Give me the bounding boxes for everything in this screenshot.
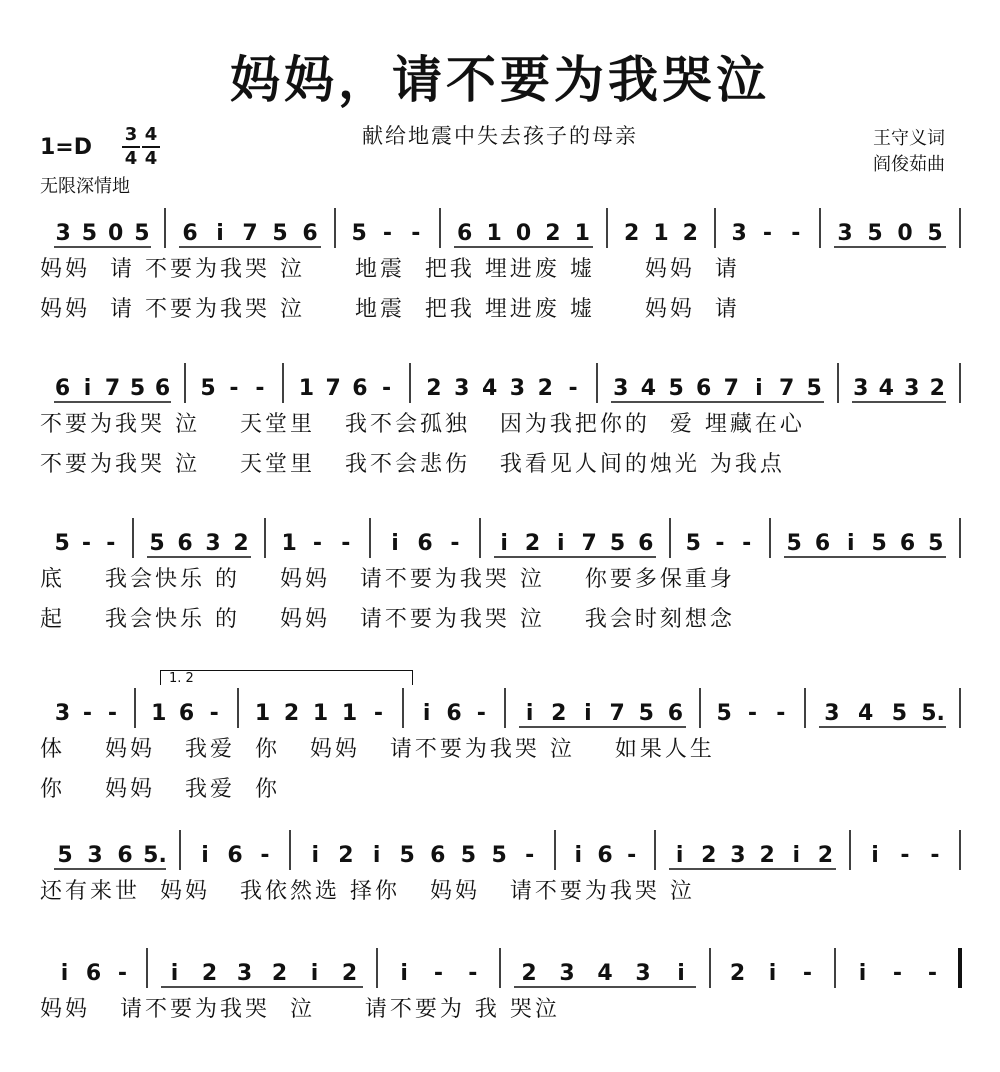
note: 4 — [481, 376, 498, 401]
note: 2 — [729, 961, 746, 986]
note: 5. — [143, 843, 167, 868]
lyrics-verse-2: 不要为我哭 泣 天堂里 我不会悲伤 我看见人间的烛光 为我点 — [40, 452, 785, 477]
lyrics-verse-1: 还有来世 妈妈 我依然选 择你 妈妈 请不要为我哭 泣 — [40, 879, 695, 904]
note: 7 — [723, 376, 739, 401]
note: - — [927, 961, 938, 986]
note: 3 — [559, 961, 575, 986]
note: - — [373, 701, 384, 726]
note: 3 — [454, 376, 470, 401]
note: 7 — [104, 376, 121, 401]
note: 3 — [730, 843, 746, 868]
note: 0 — [897, 221, 913, 246]
note: 1 — [486, 221, 502, 246]
note: 5 — [668, 376, 684, 401]
note: 2 — [701, 843, 717, 868]
note: 5 — [638, 701, 654, 726]
note: 2 — [426, 376, 442, 401]
note: - — [742, 531, 752, 556]
note: 6 — [597, 843, 613, 868]
note: 3 — [205, 531, 221, 556]
note: 5 — [272, 221, 288, 246]
note: 5 — [81, 221, 98, 246]
note: 5 — [134, 221, 150, 246]
note: 5 — [928, 531, 944, 556]
note: 2 — [338, 843, 354, 868]
note: 6 — [899, 531, 916, 556]
note: - — [776, 701, 786, 726]
note: - — [82, 701, 93, 726]
note: i — [584, 701, 592, 726]
note: i — [847, 531, 855, 556]
note: - — [627, 843, 637, 868]
note: 6 — [417, 531, 433, 556]
note: 5 — [867, 221, 883, 246]
note: 2 — [545, 221, 561, 246]
note: i — [755, 376, 763, 401]
lyrics-verse-2: 妈妈 请 不要为我哭 泣 地震 把我 埋进废 墟 妈妈 请 — [40, 297, 740, 322]
note: 3 — [837, 221, 853, 246]
note: 2 — [759, 843, 775, 868]
dedication-subtitle: 献给地震中失去孩子的母亲 — [362, 124, 638, 148]
note: 5 — [399, 843, 415, 868]
note: - — [117, 961, 128, 986]
note: 3 — [904, 376, 920, 401]
note: 3 — [824, 701, 840, 726]
note: - — [341, 531, 351, 556]
note: - — [468, 961, 478, 986]
note: - — [892, 961, 903, 986]
note: 2 — [817, 843, 834, 868]
note: 3 — [236, 961, 253, 986]
tempo-marking: 无限深情地 — [40, 176, 130, 197]
note: i — [400, 961, 408, 986]
volta-label: 1. 2 — [169, 671, 194, 686]
note: i — [422, 701, 431, 726]
lyrics-verse-2: 起 我会快乐 的 妈妈 请不要为我哭 泣 我会时刻想念 — [40, 607, 735, 632]
note: 5 — [54, 531, 70, 556]
note: - — [762, 221, 773, 246]
note: - — [802, 961, 813, 986]
composer-credit: 阎俊茹曲 — [873, 154, 945, 175]
note: - — [900, 843, 910, 868]
note: 6 — [352, 376, 368, 401]
note: - — [312, 531, 323, 556]
note: 2 — [341, 961, 358, 986]
note: - — [747, 701, 758, 726]
note: i — [170, 961, 179, 986]
note: 2 — [201, 961, 218, 986]
note: i — [574, 843, 583, 868]
time-signature-1-den: 4 — [124, 148, 138, 169]
note: i — [391, 531, 399, 556]
note: - — [382, 376, 392, 401]
note: 7 — [325, 376, 341, 401]
note: - — [106, 531, 116, 556]
note: 5 — [460, 843, 477, 868]
note: - — [260, 843, 270, 868]
note: 3 — [613, 376, 629, 401]
note: i — [525, 701, 534, 726]
note: 6 — [638, 531, 654, 556]
volta-bracket — [160, 670, 413, 685]
note: i — [310, 961, 319, 986]
note: - — [209, 701, 219, 726]
note: 7 — [778, 376, 795, 401]
note: 0 — [515, 221, 532, 246]
note: 5 — [786, 531, 802, 556]
note: 5 — [685, 531, 701, 556]
note: - — [450, 531, 460, 556]
note: 5 — [149, 531, 165, 556]
note: 5. — [921, 701, 945, 726]
note: i — [675, 843, 684, 868]
note: 3 — [853, 376, 869, 401]
note: i — [500, 531, 508, 556]
note: 3 — [55, 221, 71, 246]
note: 6 — [54, 376, 71, 401]
note: 5 — [806, 376, 822, 401]
note: 4 — [878, 376, 894, 401]
note: 1 — [281, 531, 297, 556]
note: 4 — [640, 376, 657, 401]
note: 5 — [871, 531, 887, 556]
time-signature-2-num: 4 — [142, 124, 160, 148]
note: - — [255, 376, 265, 401]
note: - — [433, 961, 444, 986]
note: - — [411, 221, 421, 246]
lyricist-credit: 王守义词 — [873, 128, 945, 149]
note: 1 — [653, 221, 669, 246]
note: 2 — [929, 376, 945, 401]
note: - — [476, 701, 486, 726]
note: 2 — [524, 531, 541, 556]
note: i — [871, 843, 879, 868]
note: 2 — [624, 221, 640, 246]
note: 5 — [351, 221, 367, 246]
note: 5 — [716, 701, 732, 726]
note: 6 — [85, 961, 102, 986]
note: 6 — [302, 221, 318, 246]
note: i — [216, 221, 224, 246]
note: 5 — [200, 376, 216, 401]
note: - — [525, 843, 535, 868]
note: 3 — [87, 843, 103, 868]
note: 6 — [814, 531, 831, 556]
note: 5 — [491, 843, 507, 868]
note: 3 — [509, 376, 526, 401]
note: 6 — [446, 701, 462, 726]
time-signature-1-num: 3 — [122, 124, 140, 148]
note: 6 — [227, 843, 243, 868]
key-signature: 1=D — [40, 135, 93, 160]
lyrics-verse-1: 底 我会快乐 的 妈妈 请不要为我哭 泣 你要多保重身 — [40, 567, 735, 592]
note: 6 — [457, 221, 473, 246]
note: i — [858, 961, 867, 986]
note: i — [677, 961, 685, 986]
lyrics-verse-1: 不要为我哭 泣 天堂里 我不会孤独 因为我把你的 爱 埋藏在心 — [40, 412, 805, 437]
note: - — [81, 531, 92, 556]
note: - — [791, 221, 801, 246]
note: 1 — [254, 701, 271, 726]
note: - — [568, 376, 578, 401]
note: 4 — [857, 701, 874, 726]
note: 6 — [182, 221, 198, 246]
time-signature-2-den: 4 — [144, 148, 158, 169]
note: 2 — [521, 961, 537, 986]
note: i — [60, 961, 69, 986]
note: 6 — [696, 376, 712, 401]
note: i — [201, 843, 209, 868]
note: i — [557, 531, 565, 556]
note: 1 — [298, 376, 315, 401]
song-title: 妈妈，请不要为我哭泣 — [230, 51, 770, 109]
note: - — [930, 843, 940, 868]
note: 2 — [233, 531, 249, 556]
note: 5 — [927, 221, 943, 246]
note: 3 — [635, 961, 651, 986]
note: 6 — [178, 701, 195, 726]
note: 2 — [271, 961, 288, 986]
note: - — [107, 701, 118, 726]
note: 4 — [597, 961, 613, 986]
note: 5 — [129, 376, 146, 401]
note: i — [792, 843, 801, 868]
note: 6 — [667, 701, 684, 726]
note: 5 — [609, 531, 626, 556]
note: 3 — [54, 701, 71, 726]
note: 5 — [57, 843, 73, 868]
note: 3 — [731, 221, 747, 246]
note: 2 — [283, 701, 300, 726]
note: 6 — [117, 843, 133, 868]
lyrics-verse-1: 妈妈 请 不要为我哭 泣 地震 把我 埋进废 墟 妈妈 请 — [40, 257, 740, 282]
note: 6 — [430, 843, 446, 868]
note: i — [311, 843, 320, 868]
note: - — [382, 221, 393, 246]
note: - — [229, 376, 239, 401]
note: 6 — [154, 376, 171, 401]
lyrics-verse-1: 体 妈妈 我爱 你 妈妈 请不要为我哭 泣 如果人生 — [40, 737, 715, 762]
note: 2 — [537, 376, 553, 401]
note: 5 — [891, 701, 908, 726]
note: 1 — [312, 701, 329, 726]
note: 7 — [609, 701, 625, 726]
note: 2 — [682, 221, 698, 246]
lyrics-verse-1: 妈妈 请不要为我哭 泣 请不要为 我 哭泣 — [40, 997, 560, 1022]
note: 7 — [581, 531, 597, 556]
note: 1 — [574, 221, 590, 246]
note: i — [768, 961, 777, 986]
note: i — [372, 843, 381, 868]
note: 7 — [242, 221, 258, 246]
note: 1 — [341, 701, 358, 726]
note: - — [715, 531, 725, 556]
lyrics-verse-2: 你 妈妈 我爱 你 — [40, 777, 280, 802]
note: 0 — [107, 221, 124, 246]
note: 2 — [551, 701, 567, 726]
note: 1 — [151, 701, 167, 726]
note: i — [83, 376, 92, 401]
note: 6 — [177, 531, 193, 556]
